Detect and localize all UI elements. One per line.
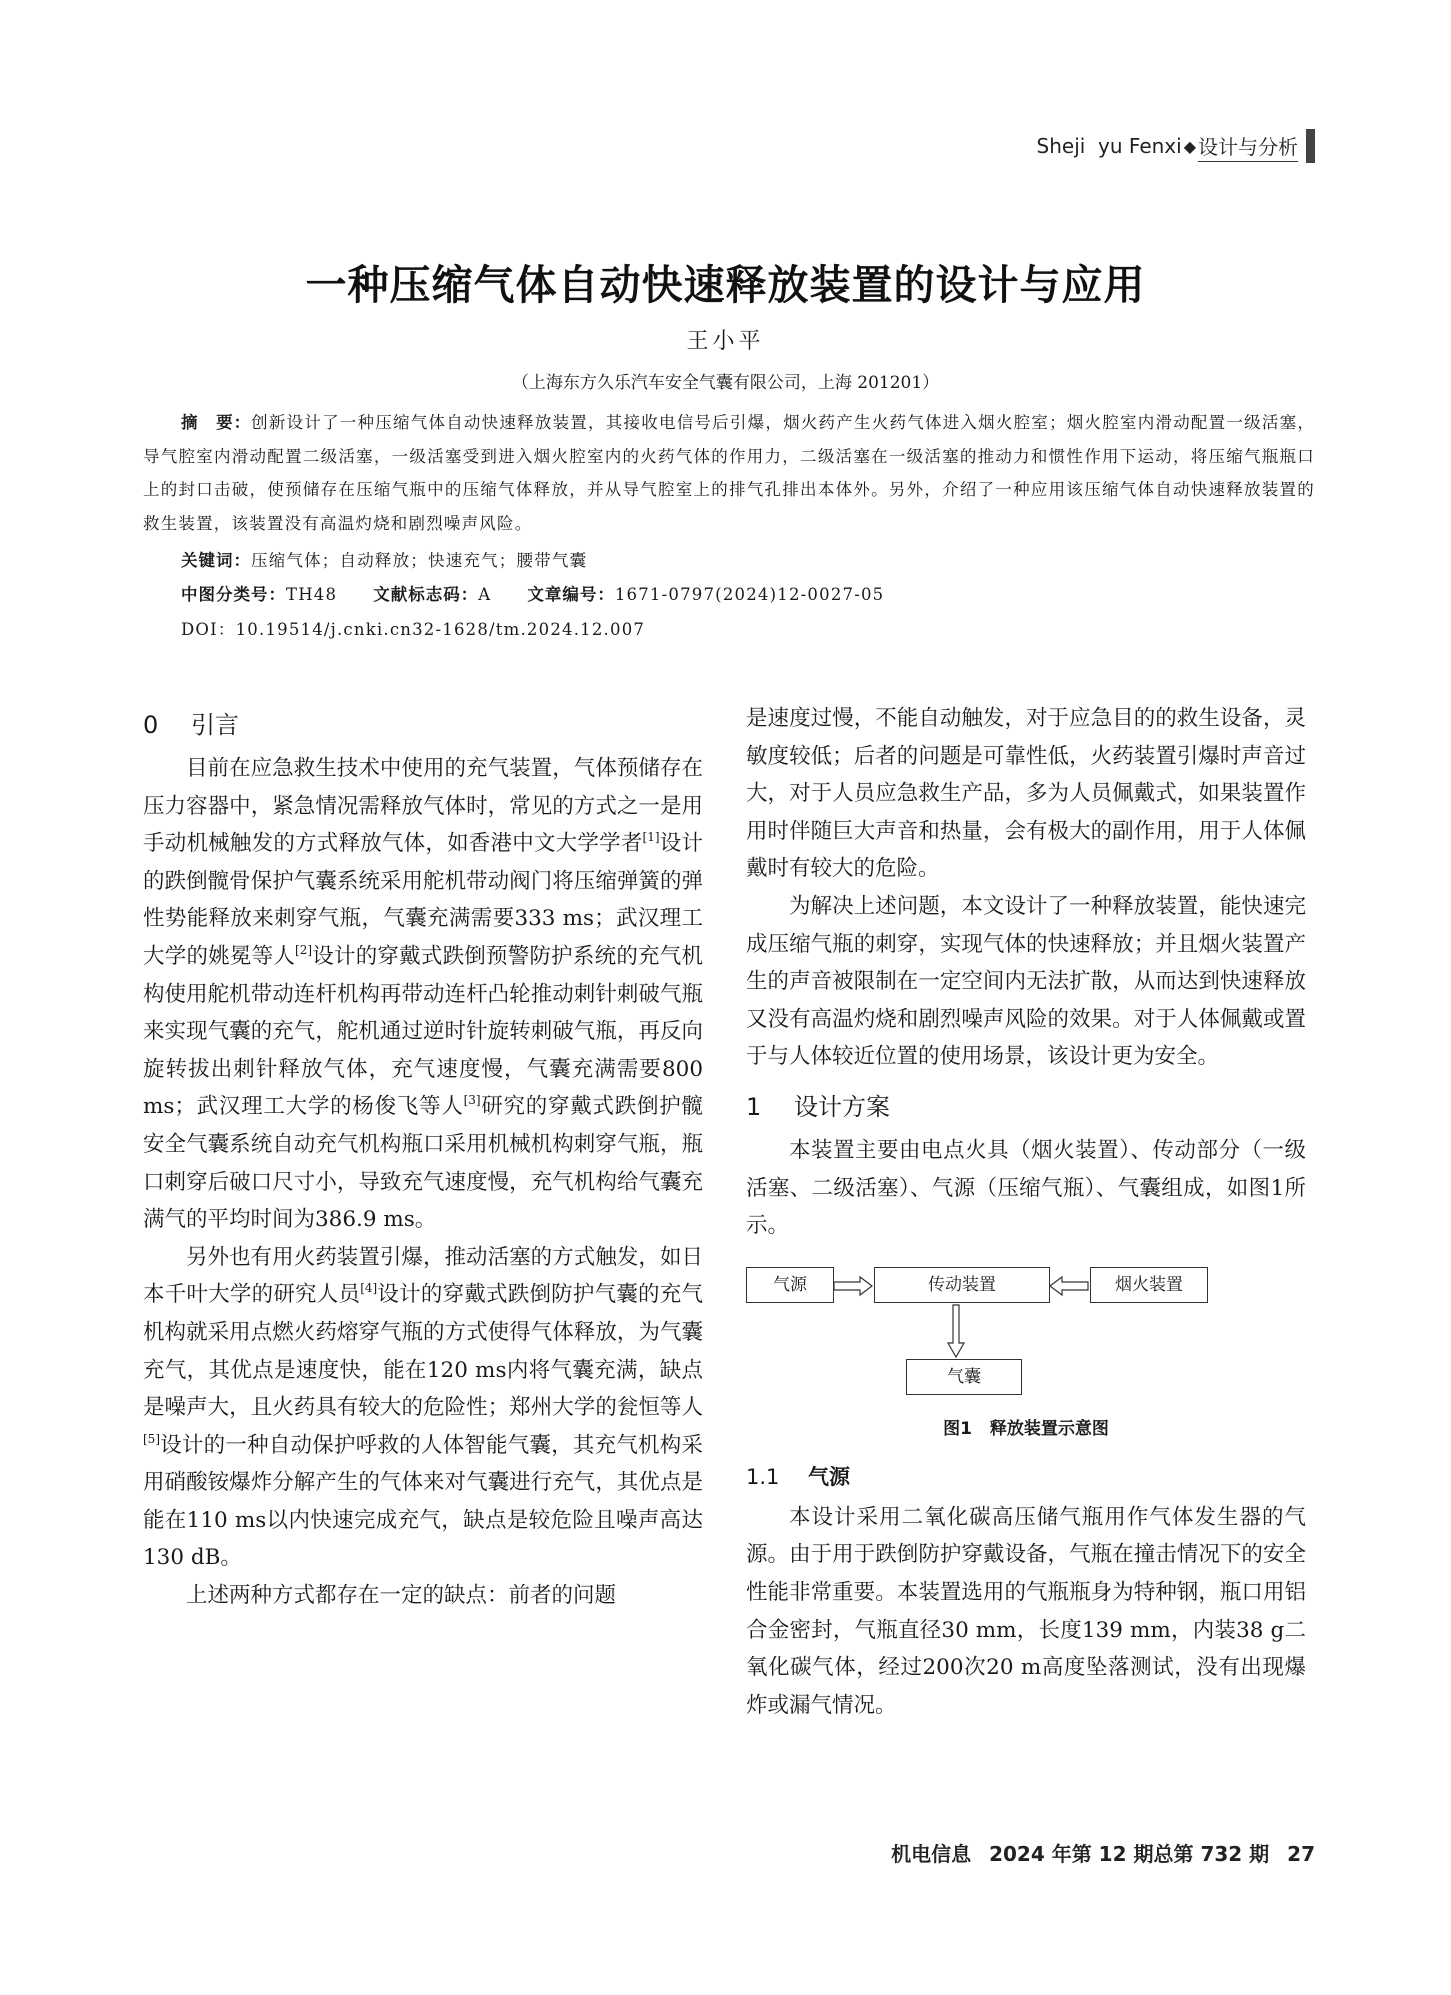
box-gas-source: 气源 [746, 1267, 834, 1303]
section-number: 0 [143, 711, 159, 739]
abstract-text: 创新设计了一种压缩气体自动快速释放装置，其接收电信号后引爆，烟火药产生火药气体进入烟火腔室；烟火腔室内滑动配置一级活塞，导气腔室内滑动配置二级活塞，一级活塞受到进入烟火腔室内的火药气体的作用力，二级活塞在一级活塞的推动力和惯性作用下运动，将压缩气瓶瓶口上的封口击破，使预储存在压缩气瓶中的压缩气体释放，并从导气腔室上的排气孔排出本体外。另外，介绍了一种应用该压缩气体自动快速释放装置的救生装置，该装置没有高温灼烧和剧烈噪声风险。 [143, 413, 1316, 533]
doc-code-value: A [478, 585, 492, 604]
text-run: 另外也有用火药装置引爆，推动活塞的方式触发，如日本千叶大学的研究人员 [143, 1244, 703, 1308]
header-section-name: 设计与分析 [1198, 131, 1298, 162]
figure-1-caption [746, 1415, 1306, 1443]
box-transmission: 传动装置 [874, 1267, 1050, 1303]
citation-ref: [3] [463, 1093, 481, 1108]
paragraph-continued: 是速度过慢，不能自动触发，对于应急目的的救生设备，灵敏度较低；后者的问题是可靠性低，火药装置引爆时声音过大，对于人员应急救生产品，多为人员佩戴式，如果装置作用时伴随巨大声音和热量，会有极大的副作用，用于人体佩戴时有较大的危险。 [746, 706, 1306, 882]
caption-number: 图1 [943, 1418, 972, 1439]
box-airbag: 气囊 [906, 1359, 1022, 1395]
paragraph: 本装置主要由电点火具（烟火装置）、传动部分（一级活塞、二级活塞）、气源（压缩气瓶）、气囊组成，如图1所示。 [746, 1137, 1306, 1239]
article-no-label: 文章编号： [527, 585, 615, 604]
doi-value: 10.19514/j.cnki.cn32-1628/tm.2024.12.007 [235, 620, 646, 639]
keywords-text: 压缩气体；自动释放；快速充气；腰带气囊 [251, 551, 588, 570]
author-affiliation: （上海东方久乐汽车安全气囊有限公司，上海 201201） [511, 373, 940, 393]
text-run: 研究的穿戴式跌倒护髋安全气囊系统自动充气机构瓶口采用机械机构刺穿气瓶，瓶口刺穿后破口尺寸小，导致充气速度慢，充气机构给气囊充满气的平均时间为386.9 ms。 [143, 1094, 703, 1233]
doi-label: DOI： [181, 620, 236, 639]
section-title: 引言 [191, 711, 239, 739]
text-run: 设计的一种自动保护呼救的人体智能气囊，其充气机构采用硝酸铵爆炸分解产生的气体来对气囊进行充气，其优点是能在110 ms以内快速完成充气，缺点是较危险且噪声高达130 dB。 [143, 1432, 703, 1571]
header-pinyin: Sheji yu Fenxi [1036, 134, 1182, 158]
section-number: 1 [746, 1092, 762, 1121]
running-header [1037, 128, 1315, 164]
left-column [143, 700, 703, 1615]
paragraph: 上述两种方式都存在一定的缺点：前者的问题 [186, 1583, 617, 1609]
keywords-label: 关键词： [181, 551, 251, 570]
paragraph: 本设计采用二氧化碳高压储气瓶用作气体发生器的气源。由于用于跌倒防护穿戴设备，气瓶在撞击情况下的安全性能非常重要。本装置选用的气瓶瓶身为特种钢，瓶口用铝合金密封，气瓶直径30 mm，长度139 mm，内装38 g二氧化碳气体，经过200次20 m高度坠落测试，没有出现爆炸或漏气情况。 [746, 1504, 1306, 1718]
doc-code-label: 文献标志码： [373, 585, 479, 604]
issue-info: 2024 年第 12 期总第 732 期 [989, 1842, 1270, 1866]
article-no-value: 1671-0797(2024)12-0027-05 [614, 585, 885, 604]
arrow-down-icon [948, 1305, 964, 1357]
clc-label: 中图分类号： [181, 585, 286, 604]
text-run: 设计的穿戴式跌倒防护气囊的充气机构就采用点燃火药熔穿气瓶的方式使得气体释放，为气囊充气，其优点是速度快，能在120 ms内将气囊充满，缺点是噪声大，且火药具有较大的危险性；郑州大学的瓮恒等人 [143, 1282, 703, 1421]
caption-text: 释放装置示意图 [989, 1418, 1109, 1439]
citation-ref: [4] [360, 1281, 378, 1296]
citation-ref: [5] [143, 1431, 160, 1446]
abstract-label: 摘 要： [181, 413, 252, 432]
arrow-left-icon [1050, 1277, 1088, 1295]
subsection-heading-gas-source [746, 1455, 1306, 1499]
paper-title: 一种压缩气体自动快速释放装置的设计与应用 [305, 261, 1146, 309]
subsection-number: 1.1 [746, 1464, 780, 1489]
journal-name: 机电信息 [891, 1842, 972, 1866]
right-column [746, 700, 1306, 1724]
box-pyrotechnic: 烟火装置 [1090, 1267, 1208, 1303]
diamond-icon: ◆ [1183, 136, 1196, 156]
paragraph [143, 1239, 703, 1577]
page-number: 27 [1287, 1842, 1315, 1866]
text-run: 目前在应急救生技术中使用的充气装置，气体预储存在压力容器中，紧急情况需释放气体时，常见的方式之一是用手动机械触发的方式释放气体，如香港中文大学学者 [143, 756, 703, 857]
section-heading-design [746, 1082, 1306, 1132]
text-run: 设计的跌倒髋骨保护气囊系统采用舵机带动阀门将压缩弹簧的弹性势能释放来刺穿气瓶，气囊充满需要333 ms；武汉理工大学的姚冕等人 [143, 831, 703, 969]
arrow-right-icon [834, 1277, 872, 1295]
author-name: 王小平 [686, 329, 765, 354]
citation-ref: [1] [642, 830, 660, 845]
subsection-title: 气源 [808, 1464, 850, 1489]
text-run: 设计的穿戴式跌倒预警防护系统的充气机构使用舵机带动连杆机构再带动连杆凸轮推动刺针刺破气瓶来实现气囊的充气，舵机通过逆时针旋转刺破气瓶，再反向旋转拔出刺针释放气体，充气速度慢，气囊充满需要800 ms；武汉理工大学的杨俊飞等人 [143, 943, 703, 1120]
doi-line [143, 613, 1353, 647]
abstract [143, 406, 1315, 540]
clc-value: TH48 [286, 585, 338, 604]
paragraph [143, 750, 703, 1239]
citation-ref: [2] [295, 942, 313, 957]
section-heading-intro [143, 700, 703, 750]
header-bar-decoration [1306, 129, 1315, 163]
keywords [143, 544, 1353, 578]
page-footer [891, 1838, 1315, 1867]
figure-1-diagram [746, 1263, 1306, 1409]
paragraph: 为解决上述问题，本文设计了一种释放装置，能快速完成压缩气瓶的刺穿，实现气体的快速释放；并且烟火装置产生的声音被限制在一定空间内无法扩散，从而达到快速释放又没有高温灼烧和剧烈噪声风险的效果。对于人体佩戴或置于与人体较近位置的使用场景，该设计更为安全。 [746, 893, 1306, 1070]
classification-line [143, 578, 1353, 612]
section-title: 设计方案 [794, 1092, 890, 1121]
